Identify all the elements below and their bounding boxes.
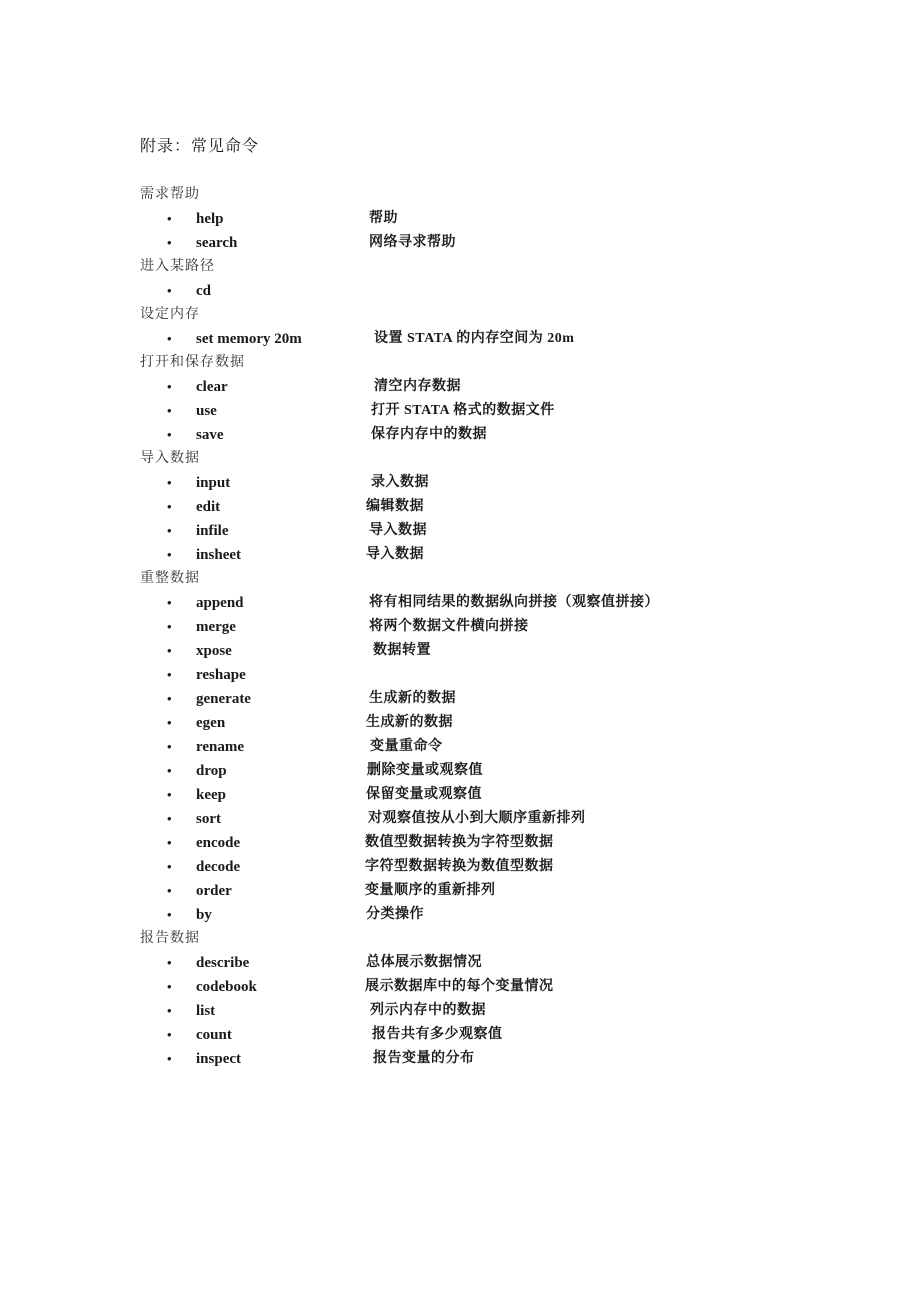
list-item <box>140 423 780 447</box>
bullet-icon: • <box>167 691 172 706</box>
command-description: 保存内存中的数据 <box>371 427 487 442</box>
command-name: cd <box>196 283 211 299</box>
command-description: 将有相同结果的数据纵向拼接（观察值拼接） <box>369 595 659 610</box>
list-item <box>140 615 780 639</box>
command-name: save <box>196 427 224 443</box>
command-description: 对观察值按从小到大顺序重新排列 <box>368 811 586 826</box>
list-item <box>140 327 780 351</box>
command-name: generate <box>196 691 251 707</box>
bullet-icon: • <box>167 235 172 250</box>
list-item <box>140 999 780 1023</box>
section-heading-open-save: 打开和保存数据 <box>140 355 245 370</box>
section-heading-memory: 设定内存 <box>140 307 200 322</box>
command-description: 总体展示数据情况 <box>366 955 482 970</box>
bullet-icon: • <box>167 883 172 898</box>
command-description: 打开 STATA 格式的数据文件 <box>371 403 555 418</box>
list-item <box>140 471 780 495</box>
list-item <box>140 759 780 783</box>
bullet-icon: • <box>167 619 172 634</box>
bullet-icon: • <box>167 475 172 490</box>
command-name: list <box>196 1003 216 1019</box>
command-name: help <box>196 211 224 227</box>
list-item <box>140 807 780 831</box>
list-item <box>140 279 780 303</box>
command-name: drop <box>196 763 227 779</box>
command-description: 将两个数据文件横向拼接 <box>369 619 529 634</box>
bullet-icon: • <box>167 763 172 778</box>
list-item <box>140 1023 780 1047</box>
command-name: merge <box>196 619 236 635</box>
list-item <box>140 855 780 879</box>
command-description: 数值型数据转换为字符型数据 <box>365 835 554 850</box>
list-item <box>140 711 780 735</box>
list-item <box>140 1047 780 1071</box>
list-item <box>140 831 780 855</box>
bullet-icon: • <box>167 787 172 802</box>
list-item <box>140 231 780 255</box>
bullet-icon: • <box>167 1003 172 1018</box>
command-name: keep <box>196 787 226 803</box>
list-item <box>140 591 780 615</box>
command-name: encode <box>196 835 241 851</box>
list-item <box>140 543 780 567</box>
section-heading-report: 报告数据 <box>140 931 200 946</box>
truncated-text-fragment <box>368 1073 438 1078</box>
command-description: 导入数据 <box>369 523 427 538</box>
command-name: decode <box>196 859 241 875</box>
command-name: egen <box>196 715 226 731</box>
command-description: 设置 STATA 的内存空间为 20m <box>374 331 575 346</box>
section-heading-help: 需求帮助 <box>140 187 200 202</box>
section-heading-reshape: 重整数据 <box>140 571 200 586</box>
command-name: reshape <box>196 667 246 683</box>
list-item <box>140 903 780 927</box>
bullet-icon: • <box>167 979 172 994</box>
bullet-icon: • <box>167 523 172 538</box>
list-item <box>140 375 780 399</box>
command-description: 生成新的数据 <box>369 691 456 706</box>
list-item <box>140 687 780 711</box>
command-description: 变量重命令 <box>370 739 443 754</box>
list-item <box>140 399 780 423</box>
command-description: 数据转置 <box>373 643 431 658</box>
command-name: set memory 20m <box>196 331 302 347</box>
list-item <box>140 975 780 999</box>
bullet-icon: • <box>167 643 172 658</box>
list-item <box>140 783 780 807</box>
bullet-icon: • <box>167 739 172 754</box>
list-item <box>140 639 780 663</box>
bullet-icon: • <box>167 595 172 610</box>
bullet-icon: • <box>167 379 172 394</box>
bullet-icon: • <box>167 547 172 562</box>
list-item <box>140 519 780 543</box>
command-description: 分类操作 <box>366 907 424 922</box>
command-name: by <box>196 907 212 923</box>
command-description: 帮助 <box>369 211 398 226</box>
command-name: clear <box>196 379 228 395</box>
command-name: edit <box>196 499 221 515</box>
bullet-icon: • <box>167 283 172 298</box>
list-item <box>140 879 780 903</box>
command-description: 字符型数据转换为数值型数据 <box>365 859 554 874</box>
bullet-icon: • <box>167 499 172 514</box>
bullet-icon: • <box>167 907 172 922</box>
bullet-icon: • <box>167 811 172 826</box>
list-item <box>140 663 780 687</box>
page-title: 附录：常见命令 <box>140 138 260 155</box>
command-name: search <box>196 235 238 251</box>
section-heading-import: 导入数据 <box>140 451 200 466</box>
command-name: input <box>196 475 231 491</box>
section-heading-path: 进入某路径 <box>140 259 215 274</box>
command-description: 保留变量或观察值 <box>366 787 482 802</box>
bullet-icon: • <box>167 1051 172 1066</box>
bullet-icon: • <box>167 955 172 970</box>
command-name: sort <box>196 811 221 827</box>
command-description: 网络寻求帮助 <box>369 235 456 250</box>
bullet-icon: • <box>167 1027 172 1042</box>
command-name: order <box>196 883 232 899</box>
command-description: 删除变量或观察值 <box>367 763 483 778</box>
command-name: infile <box>196 523 229 539</box>
command-list <box>140 183 780 1071</box>
bullet-icon: • <box>167 403 172 418</box>
command-name: describe <box>196 955 250 971</box>
command-name: xpose <box>196 643 232 659</box>
command-description: 展示数据库中的每个变量情况 <box>365 979 554 994</box>
command-name: insheet <box>196 547 241 563</box>
list-item <box>140 951 780 975</box>
command-description: 变量顺序的重新排列 <box>365 883 496 898</box>
command-description: 清空内存数据 <box>374 379 461 394</box>
command-description: 录入数据 <box>371 475 429 490</box>
bullet-icon: • <box>167 211 172 226</box>
bullet-icon: • <box>167 835 172 850</box>
bullet-icon: • <box>167 427 172 442</box>
bullet-icon: • <box>167 859 172 874</box>
command-name: count <box>196 1027 232 1043</box>
list-item <box>140 207 780 231</box>
command-name: append <box>196 595 244 611</box>
list-item <box>140 495 780 519</box>
command-name: codebook <box>196 979 257 995</box>
command-description: 导入数据 <box>366 547 424 562</box>
bullet-icon: • <box>167 331 172 346</box>
command-description: 报告变量的分布 <box>373 1051 475 1066</box>
bullet-icon: • <box>167 715 172 730</box>
command-description: 报告共有多少观察值 <box>372 1027 503 1042</box>
command-description: 生成新的数据 <box>366 715 453 730</box>
command-name: rename <box>196 739 245 755</box>
list-item <box>140 735 780 759</box>
bullet-icon: • <box>167 667 172 682</box>
command-description: 编辑数据 <box>366 499 424 514</box>
command-name: inspect <box>196 1051 241 1067</box>
command-description: 列示内存中的数据 <box>370 1003 486 1018</box>
command-name: use <box>196 403 217 419</box>
